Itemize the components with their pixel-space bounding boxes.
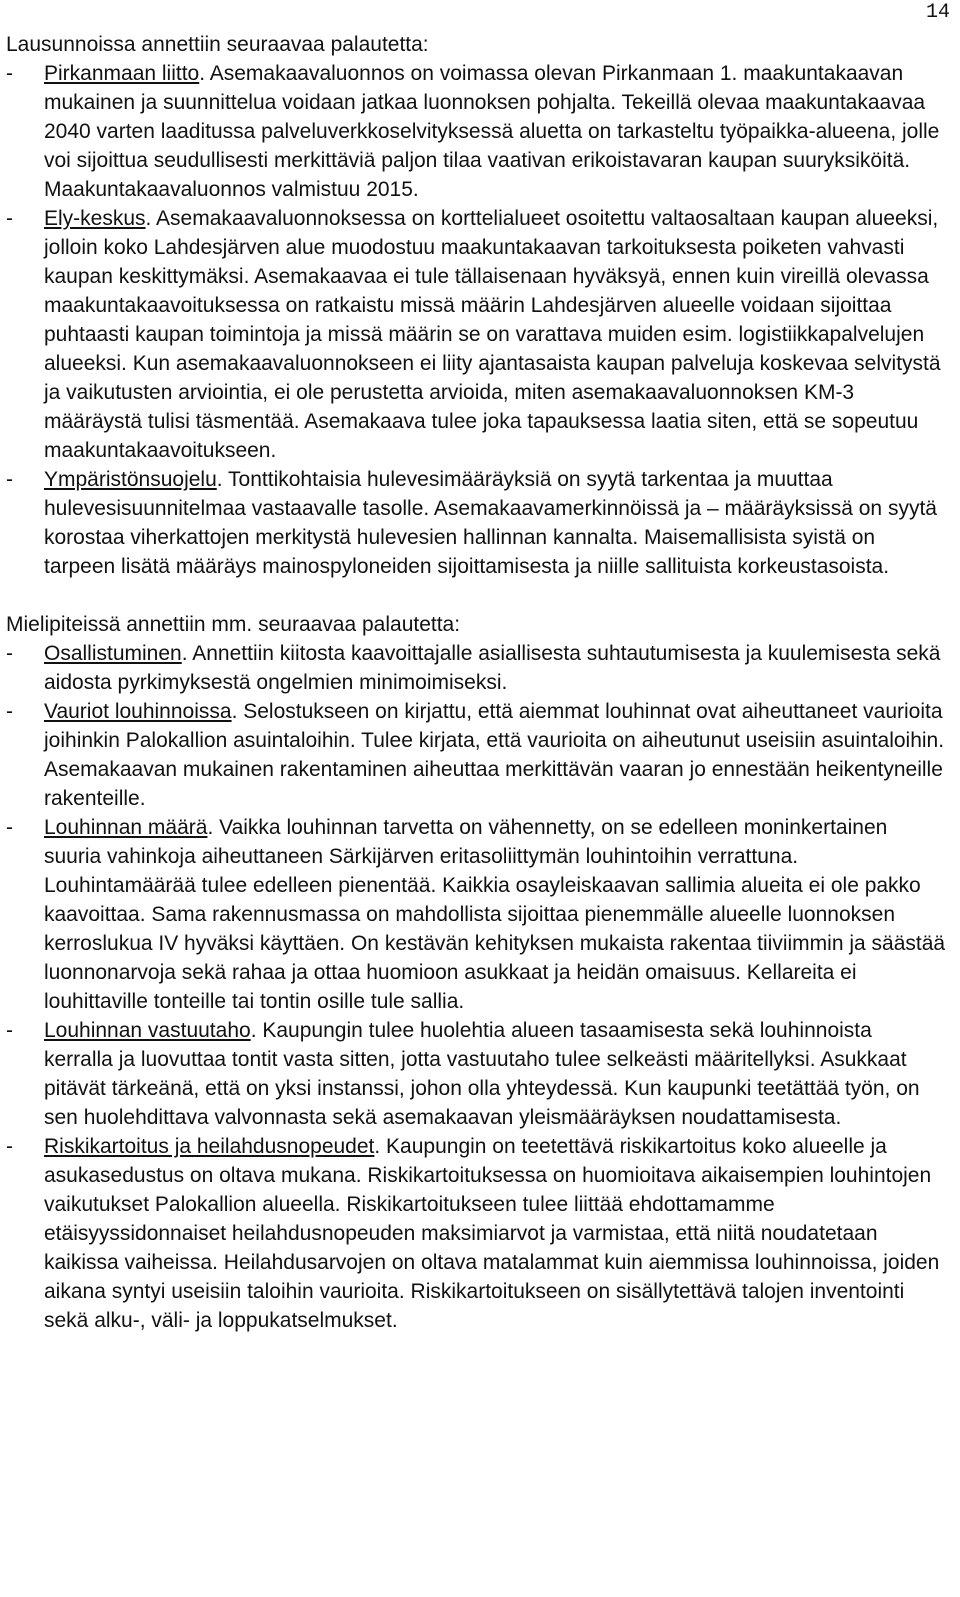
list-dash: - bbox=[6, 62, 13, 85]
list-dash: - bbox=[6, 816, 13, 839]
list-item bbox=[6, 1016, 946, 1132]
item-text: . Tonttikohtaisia hulevesimääräyksiä on syytä tarkentaa ja muuttaa hulevesisuunnitelmaa vastaavalle tasolle. Asemakaavamerkinnöissä ja – määräyksissä on syytä korostaa viherkattojen merkitystä hulevesien hallinnan kannalta. Maisemallisista syistä on tarpeen lisätä määräys mainospyloneiden sijoittamisesta ja niille sallituista korkeustasoista. bbox=[44, 468, 937, 578]
item-text: . Selostukseen on kirjattu, että aiemmat louhinnat ovat aiheuttaneet vaurioita joihinkin Palokallion asuintaloihin. Tulee kirjata, että vaurioita on aiheutunut useisiin asuintaloihin. Asemakaavan mukainen rakentaminen aiheuttaa merkittävän vaaran jo ennestään heikentyneille rakenteille. bbox=[44, 700, 945, 810]
section-heading-statements: Lausunnoissa annettiin seuraavaa palautetta: bbox=[6, 33, 429, 56]
list-dash: - bbox=[6, 1135, 13, 1158]
item-text: . Asemakaavaluonnoksessa on korttelialueet osoitettu valtaosaltaan kaupan alueeksi, jolloin koko Lahdesjärven alue muodostuu maakuntakaavan tarkoituksesta poiketen vahvasti kaupan keskittymäksi. Asemakaavaa ei tule tällaisenaan hyväksyä, ennen kuin vireillä olevassa maakuntakaavoituksessa on ratkaistu missä määrin Lahdesjärven alueelle voidaan sijoittaa puhtaasti kaupan toimintoja ja missä määrin se on varattava muiden esim. logistiikkapalvelujen alueeksi. Kun asemakaavaluonnokseen ei liity ajantasaista kaupan palveluja koskevaa selvitystä ja vaikutusten arviointia, ei ole perustetta arvioida, miten asemakaavaluonnoksen KM-3 määräystä tulisi täsmentää. Asemakaava tulee joka tapauksessa laatia siten, että se sopeutuu maakuntakaavoitukseen. bbox=[44, 207, 941, 462]
list-item bbox=[6, 1132, 946, 1335]
list-dash: - bbox=[6, 1019, 13, 1042]
item-text: . Vaikka louhinnan tarvetta on vähennetty, on se edelleen moninkertainen suuria vahinkoja aiheuttaneen Särkijärven eritasoliittymän louhintoihin verrattuna. Louhintamäärää tulee edelleen pienentää. Kaikkia osayleiskaavan sallimia alueita ei ole pakko kaavoittaa. Sama rakennusmassa on mahdollista sijoittaa pienemmälle alueelle luonnoksen kerroslukua IV hyväksi käyttäen. On kestävän kehityksen mukaista rakentaa tiiviimmin ja säästää luonnonarvoja sekä rahaa ja ottaa huomioon asukkaat ja heidän omaisuus. Kellareita ei louhittaville tonteille tai tontin osille tule sallia. bbox=[44, 816, 946, 1013]
list-dash: - bbox=[6, 207, 13, 230]
item-text: . Annettiin kiitosta kaavoittajalle asiallisesta suhtautumisesta ja kuulemisesta sekä aidosta pyrkimyksestä ongelmien minimoimiseksi. bbox=[44, 642, 941, 694]
item-topic: Ely-keskus bbox=[44, 207, 146, 230]
item-topic: Pirkanmaan liitto bbox=[44, 62, 200, 85]
item-text: . Kaupungin tulee huolehtia alueen tasaamisesta sekä louhinnoista kerralla ja luovuttaa tontit vasta sitten, jotta vastuutaho tulee selkeästi määritellyksi. Asukkaat pitävät tärkeänä, että on yksi instanssi, johon olla yhteydessä. Kun kaupunki teetättää työn, on sen huolehdittava valvonnasta sekä asemakaavan yleismääräyksen noudattamisesta. bbox=[44, 1019, 920, 1129]
item-topic: Ympäristönsuojelu bbox=[44, 468, 217, 491]
list-dash: - bbox=[6, 642, 13, 665]
list-item bbox=[6, 639, 946, 697]
item-topic: Riskikartoitus ja heilahdusnopeudet bbox=[44, 1135, 375, 1158]
list-item bbox=[6, 465, 946, 581]
item-text: . Asemakaavaluonnos on voimassa olevan Pirkanmaan 1. maakuntakaavan mukainen ja suunnittelua voidaan jatkaa luonnoksen pohjalta. Tekeillä olevaa maakuntakaavaa 2040 varten laaditussa palveluverkkoselvityksessä aluetta on tarkasteltu työpaikka-alueena, jolle voi sijoittua seudullisesti merkittäviä paljon tilaa vaativan erikoistavaran kaupan suuryksiköitä. Maakuntakaavaluonnos valmistuu 2015. bbox=[44, 62, 940, 201]
item-topic: Louhinnan vastuutaho bbox=[44, 1019, 251, 1042]
section-spacer bbox=[6, 581, 946, 610]
section-heading-opinions: Mielipiteissä annettiin mm. seuraavaa palautetta: bbox=[6, 613, 461, 636]
item-topic: Osallistuminen bbox=[44, 642, 182, 665]
item-topic: Vauriot louhinnoissa bbox=[44, 700, 232, 723]
list-item bbox=[6, 59, 946, 204]
list-item bbox=[6, 813, 946, 1016]
list-item bbox=[6, 204, 946, 465]
statements-list bbox=[6, 59, 946, 581]
item-text: . Kaupungin on teetettävä riskikartoitus koko alueelle ja asukasedustus on oltava mukana. Riskikartoituksessa on huomioitava aikaisempien louhintojen vaikutukset Palokallion alueella. Riskikartoitukseen tulee liittää ehdottamamme etäisyyssidonnaiset heilahdusnopeuden maksimiarvot ja varmistaa, että niitä noudatetaan kaikissa vaiheissa. Heilahdusarvojen on oltava matalammat kuin aiemmissa louhinnoissa, joiden aikana syntyi useisiin taloihin vaurioita. Riskikartoitukseen on sisällytettävä talojen inventointi sekä alku-, väli- ja loppukatselmukset. bbox=[44, 1135, 940, 1332]
list-dash: - bbox=[6, 700, 13, 723]
page-number: 14 bbox=[925, 1, 950, 24]
document-body bbox=[6, 30, 946, 1335]
item-topic: Louhinnan määrä bbox=[44, 816, 208, 839]
list-dash: - bbox=[6, 468, 13, 491]
opinions-list bbox=[6, 639, 946, 1335]
list-item bbox=[6, 697, 946, 813]
